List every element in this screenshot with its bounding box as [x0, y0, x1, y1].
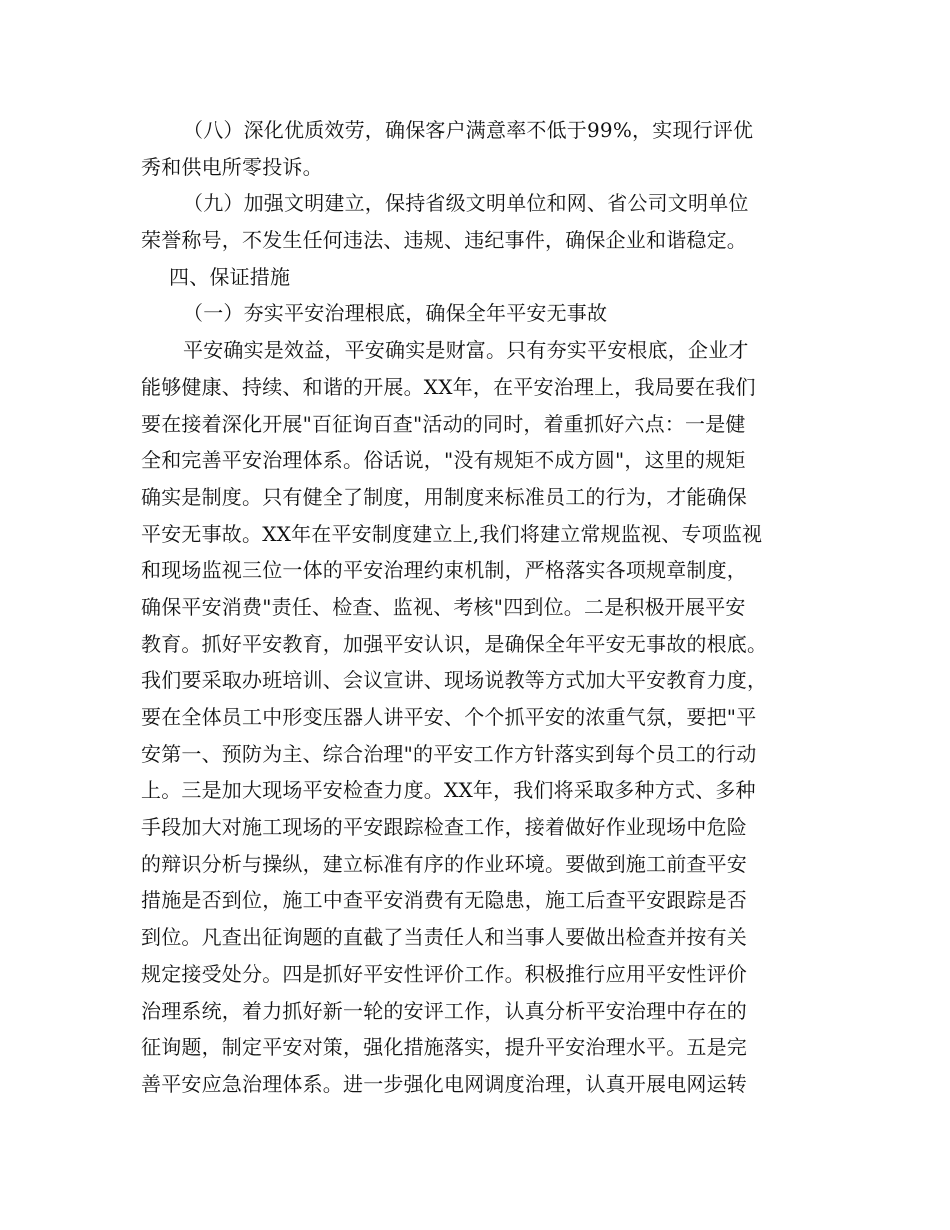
paragraph-line: 措施是否到位，施工中查平安消费有无隐患，施工后查平安跟踪是否 [141, 888, 747, 913]
paragraph-line: 教育。抓好平安教育，加强平安认识，是确保全年平安无事故的根底。 [141, 631, 768, 656]
subsection-heading: （一）夯实平安治理根底，确保全年平安无事故 [183, 301, 608, 326]
paragraph-line: 征询题，制定平安对策，强化措施落实，提升平安治理水平。五是完 [141, 1035, 747, 1060]
paragraph-line: 荣誉称号，不发生任何违法、违规、违纪事件，确保企业和谐稳定。 [141, 228, 747, 253]
paragraph-line: 要在接着深化开展"百征询百查"活动的同时，着重抓好六点：一是健 [141, 411, 746, 436]
paragraph-line: 秀和供电所零投诉。 [141, 154, 323, 179]
paragraph-line: 平安确实是效益，平安确实是财富。只有夯实平安根底，企业才 [183, 338, 749, 363]
paragraph-line: 我们要采取办班培训、会议宣讲、现场说教等方式加大平安教育力度， [141, 668, 768, 693]
paragraph-line: 治理系统，着力抓好新一轮的安评工作，认真分析平安治理中存在的 [141, 998, 747, 1023]
paragraph-line: 平安无事故。XX年在平安制度建立上,我们将建立常规监视、专项监视 [141, 521, 763, 546]
paragraph-line: 规定接受处分。四是抓好平安性评价工作。积极推行应用平安性评价 [141, 961, 747, 986]
paragraph-line: （九）加强文明建立，保持省级文明单位和网、省公司文明单位 [183, 191, 749, 216]
paragraph-line: 能够健康、持续、和谐的开展。XX年，在平安治理上，我局要在我们 [141, 374, 756, 399]
paragraph-line: 到位。凡查出征询题的直截了当责任人和当事人要做出检查并按有关 [141, 925, 747, 950]
section-heading: 四、保证措施 [169, 264, 291, 289]
paragraph-line: （八）深化优质效劳，确保客户满意率不低于99%，实现行评优 [183, 118, 754, 142]
paragraph-line: 上。三是加大现场平安检查力度。XX年，我们将采取多种方式、多种 [141, 778, 756, 803]
document-body [141, 112, 813, 1103]
paragraph-line: 全和完善平安治理体系。俗话说，"没有规矩不成方圆"，这里的规矩 [141, 448, 746, 473]
paragraph-line: 确实是制度。只有健全了制度，用制度来标准员工的行为，才能确保 [141, 484, 747, 509]
paragraph-line: 善平安应急治理体系。进一步强化电网调度治理，认真开展电网运转 [141, 1071, 747, 1096]
paragraph-line: 确保平安消费"责任、检查、监视、考核"四到位。二是积极开展平安 [141, 594, 746, 619]
paragraph-line: 和现场监视三位一体的平安治理约束机制，严格落实各项规章制度， [141, 558, 747, 583]
paragraph-line: 要在全体员工中形变压器人讲平安、个个抓平安的浓重气氛，要把"平 [141, 705, 757, 729]
paragraph-line: 手段加大对施工现场的平安跟踪检查工作，接着做好作业现场中危险 [141, 815, 747, 840]
paragraph-line: 的辩识分析与操纵，建立标准有序的作业环境。要做到施工前查平安 [141, 851, 747, 876]
paragraph-line: 安第一、预防为主、综合治理"的平安工作方针落实到每个员工的行动 [141, 741, 757, 766]
